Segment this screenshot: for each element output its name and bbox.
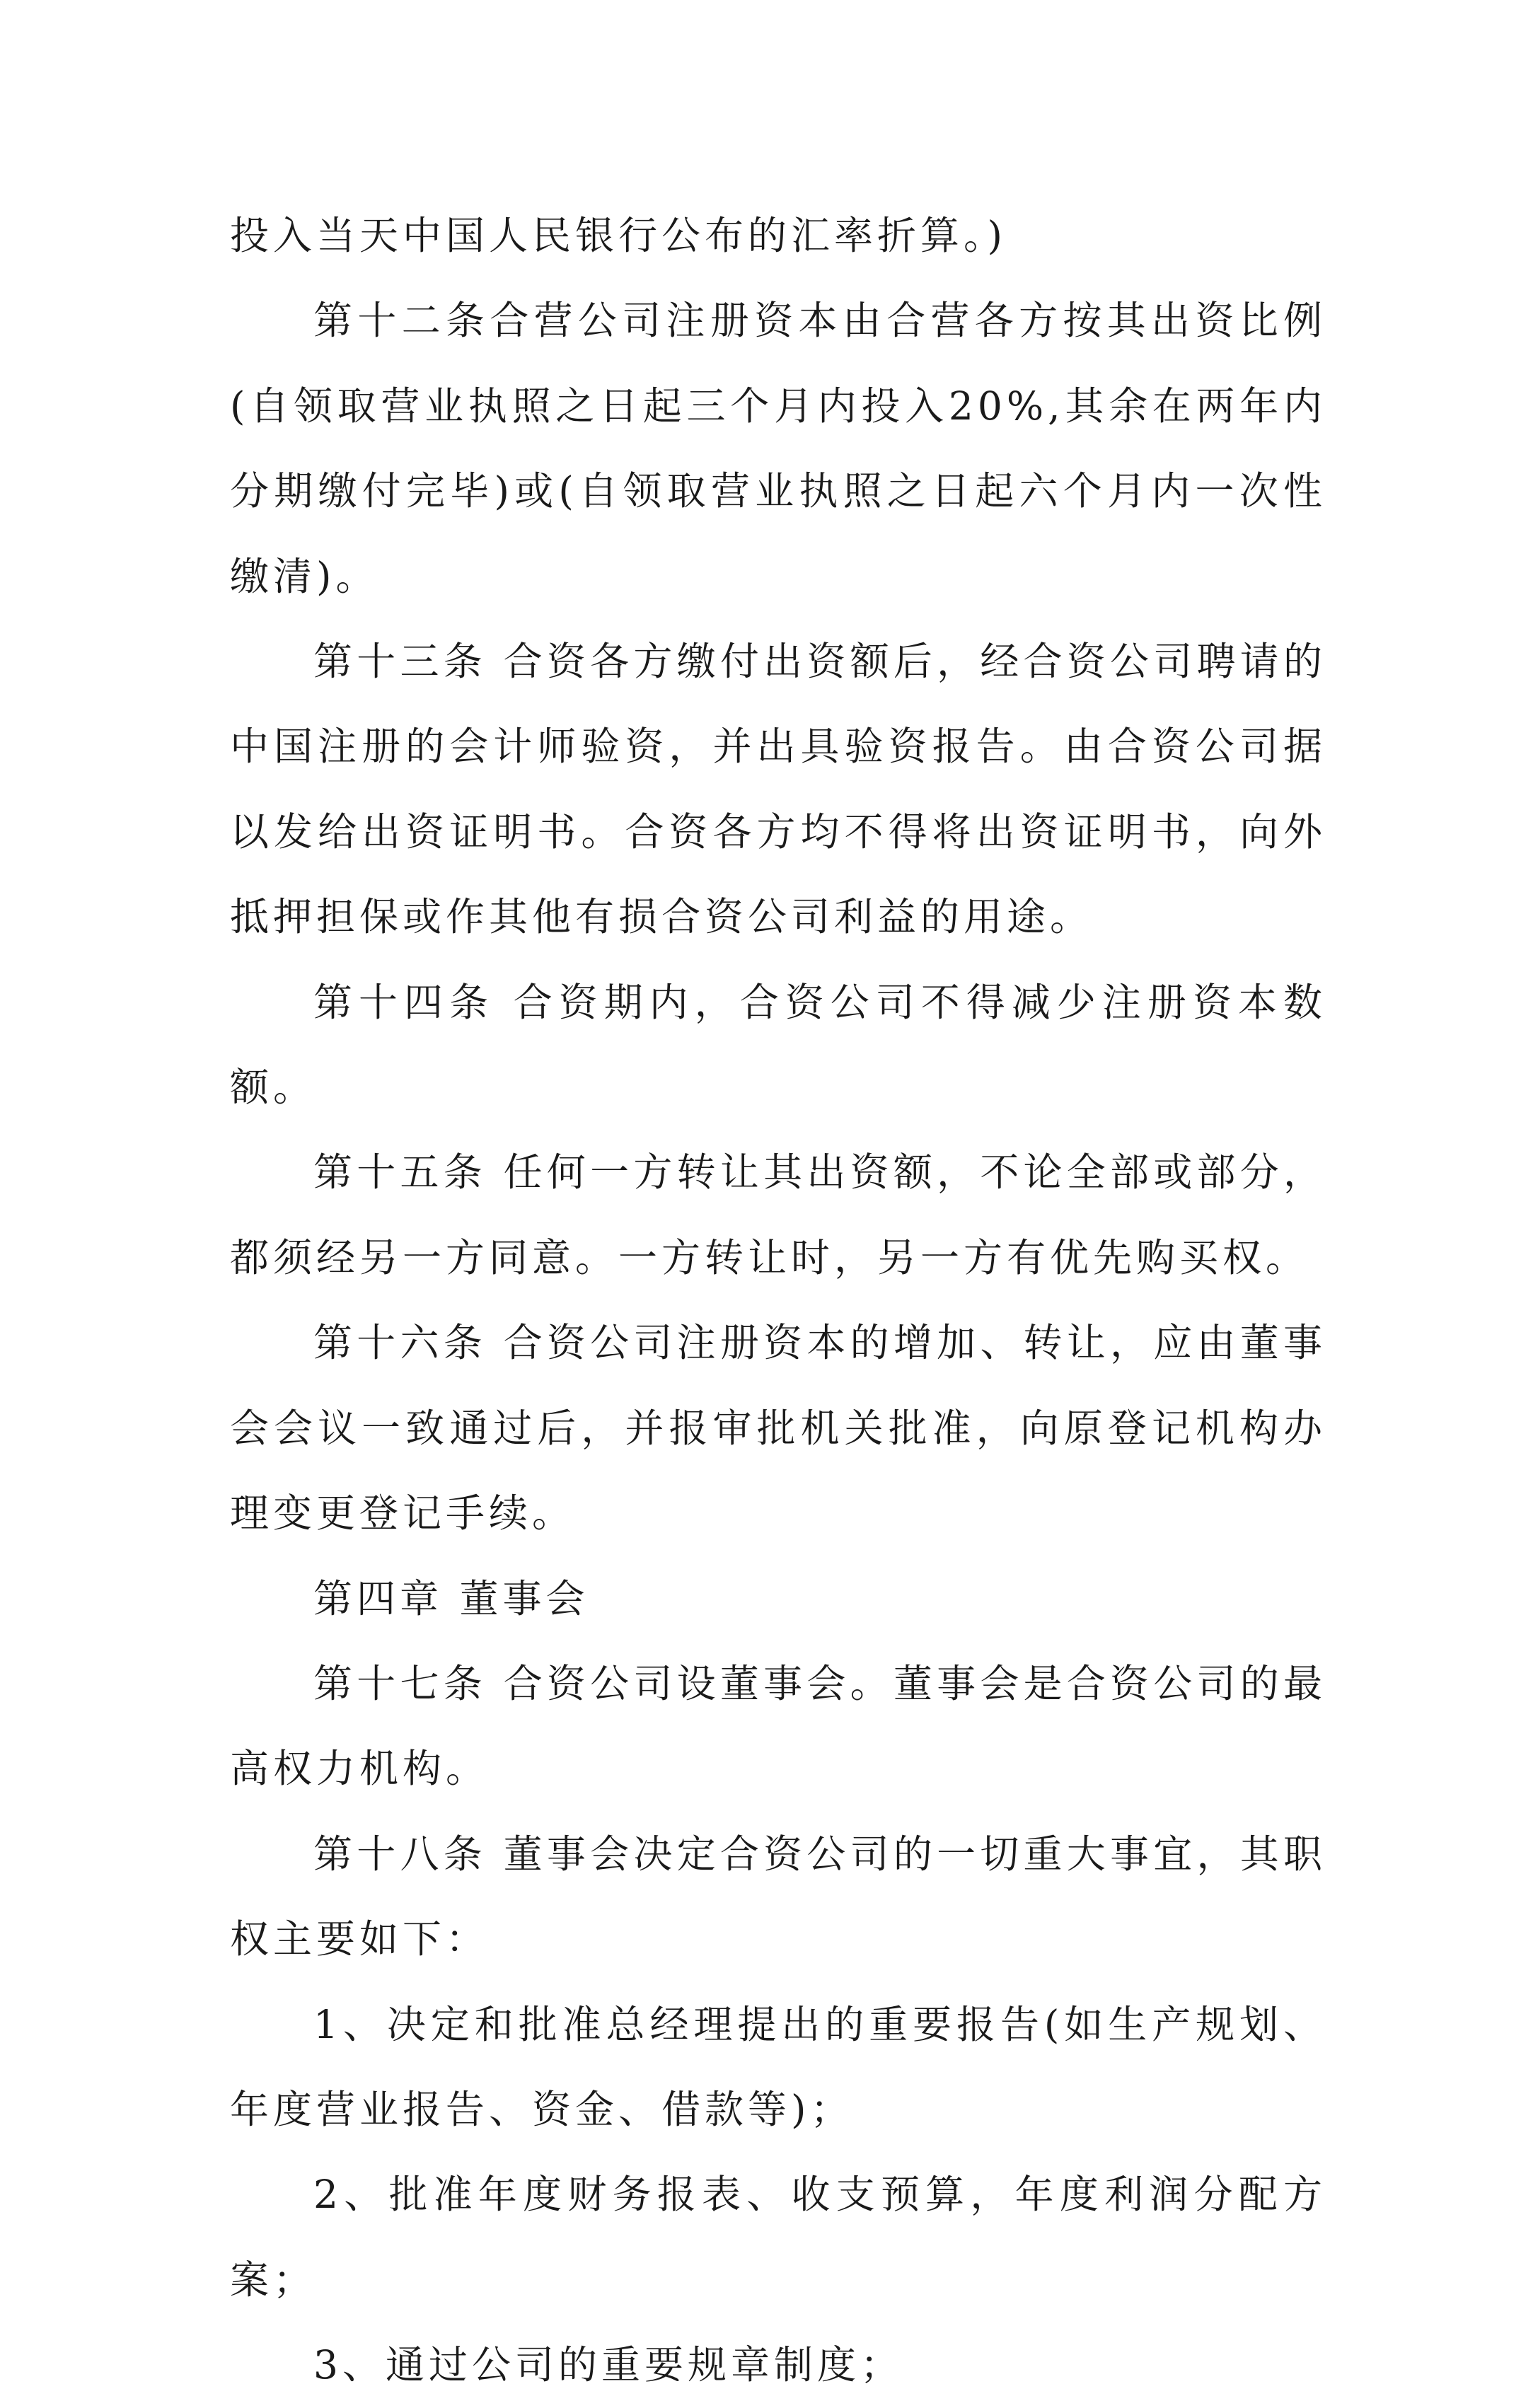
document-body (230, 193, 1326, 2408)
paragraph-article-16: 第十六条 合资公司注册资本的增加、转让，应由董事会会议一致通过后，并报审批机关批准，向原登记机构办理变更登记手续。 (230, 1320, 1326, 1536)
paragraph-article-15: 第十五条 任何一方转让其出资额，不论全部或部分，都须经另一方同意。一方转让时，另一方有优先购买权。 (230, 1150, 1326, 1280)
paragraph-article-13: 第十三条 合资各方缴付出资额后，经合资公司聘请的中国注册的会计师验资，并出具验资报告。由合资公司据以发给出资证明书。合资各方均不得将出资证明书，向外抵押担保或作其他有损合资公司利益的用途。 (230, 639, 1326, 940)
list-item-2: 2、批准年度财务报表、收支预算，年度利润分配方案； (230, 2172, 1326, 2303)
paragraph-article-17: 第十七条 合资公司设董事会。董事会是合资公司的最高权力机构。 (230, 1660, 1326, 1792)
paragraph-exchange-rate: 投入当天中国人民银行公布的汇率折算。) (230, 213, 1007, 258)
paragraph-article-14: 第十四条 合资期内，合资公司不得减少注册资本数额。 (230, 979, 1326, 1111)
paragraph-article-12: 第十二条合营公司注册资本由合营各方按其出资比例(自领取营业执照之日起三个月内投入20%,其余在两年内分期缴付完毕)或(自领取营业执照之日起六个月内一次性缴清)。 (230, 298, 1326, 599)
list-item-1: 1、决定和批准总经理提出的重要报告(如生产规划、年度营业报告、资金、借款等)； (230, 2001, 1326, 2132)
chapter-heading-board: 第四章 董事会 (313, 1575, 589, 1621)
paragraph-article-18: 第十八条 董事会决定合资公司的一切重大事宜，其职权主要如下： (230, 1831, 1326, 1962)
list-item-3: 3、通过公司的重要规章制度； (313, 2342, 903, 2388)
